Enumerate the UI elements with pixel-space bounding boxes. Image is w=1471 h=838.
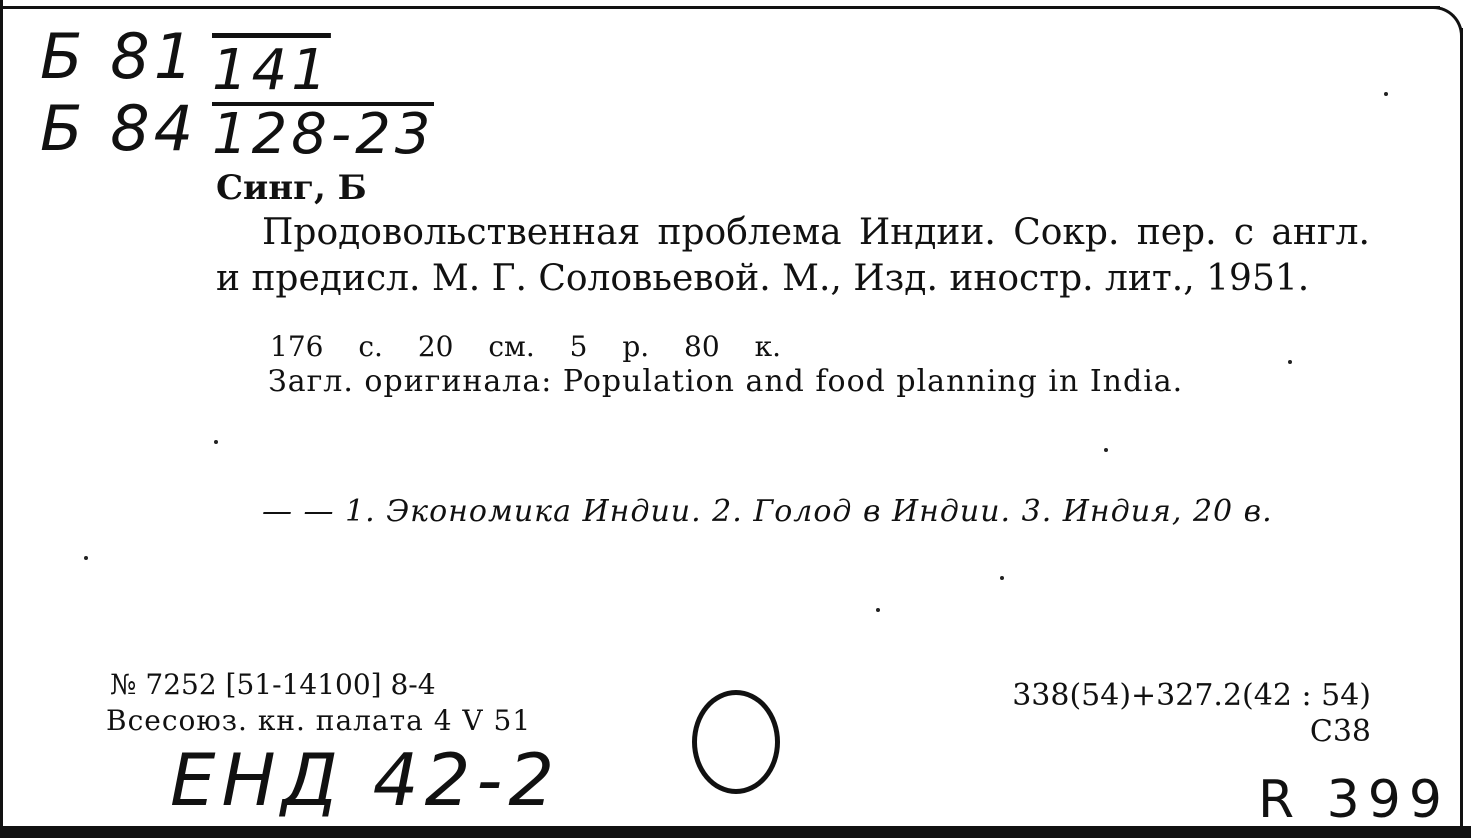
handwritten-shelf-mark-1: Б 81: [40, 20, 198, 93]
paper-speck: [1288, 360, 1292, 364]
card-corner: [1420, 6, 1463, 49]
subject-headings: — — 1. Экономика Индии. 2. Голод в Индии. 3. Индия, 20 в.: [262, 494, 1273, 529]
paper-speck: [1104, 448, 1108, 452]
original-title-note: Загл. оригинала: Population and food planning in India.: [268, 364, 1184, 399]
card-right-edge: [1460, 28, 1463, 838]
cutter-number: С38: [1309, 714, 1371, 749]
paper-speck: [1000, 576, 1004, 580]
paper-speck: [214, 440, 218, 444]
handwritten-inventory-number: ЕНД 42-2: [170, 738, 561, 822]
title-and-imprint: Продовольственная проблема Индии. Сокр. пер. с англ. и предисл. М. Г. Соловьевой. М., Изд. иностр. лит., 1951.: [216, 212, 1370, 299]
card-number-line: № 7252 [51-14100] 8-4: [110, 668, 436, 701]
handwritten-shelf-mark-2: Б 84: [40, 92, 198, 165]
handwritten-call-number-1: 141: [212, 38, 331, 103]
card-punch-hole: [692, 690, 780, 794]
handwritten-call-number-2: 128-23: [212, 102, 435, 167]
classification-index: 338(54)+327.2(42 : 54): [1012, 678, 1371, 713]
bibliographic-description: [216, 210, 1370, 302]
handwritten-r-code: R 399: [1258, 770, 1450, 830]
paper-speck: [84, 556, 88, 560]
card-left-edge: [0, 0, 3, 838]
book-chamber-line: Всесоюз. кн. палата 4 V 51: [106, 704, 532, 737]
collation-line: 176 с. 20 см. 5 р. 80 к.: [270, 330, 781, 363]
author-heading: Синг, Б: [216, 168, 367, 208]
classification-block: [1012, 678, 1371, 750]
card-top-edge: [0, 6, 1440, 9]
paper-speck: [1384, 92, 1388, 96]
paper-speck: [876, 608, 880, 612]
card-bottom-edge: [0, 826, 1471, 838]
